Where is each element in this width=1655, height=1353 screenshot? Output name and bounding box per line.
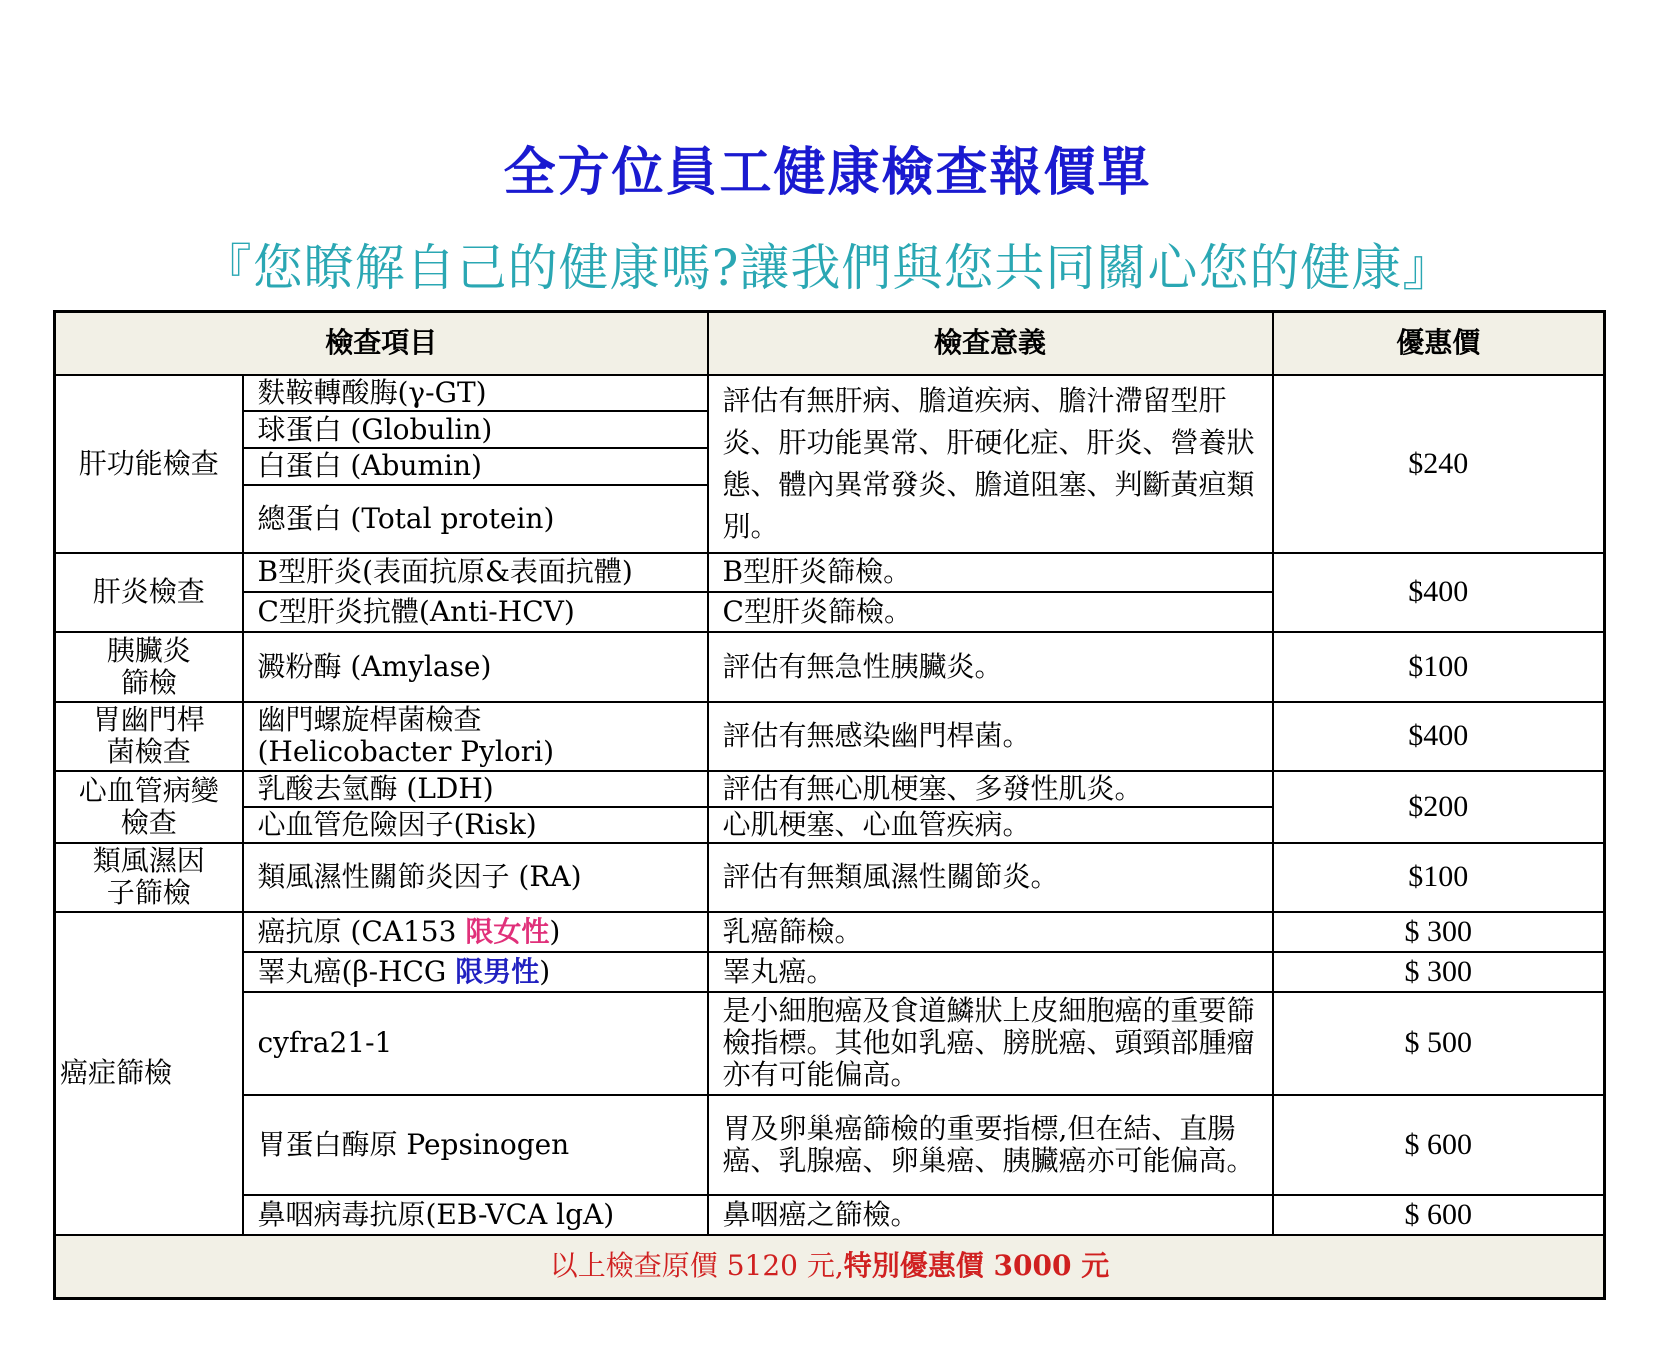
footer-original-price: 以上檢查原價 5120 元,	[549, 1249, 844, 1283]
price-cell: $100	[1273, 843, 1605, 912]
meaning-cell: 乳癌篩檢。	[708, 912, 1273, 952]
item-text: 睪丸癌(β-HCG	[257, 954, 456, 988]
price-cell: $400	[1273, 702, 1605, 771]
item-cell: 心血管危險因子(Risk)	[243, 807, 708, 843]
item-cell: 胃蛋白酶原 Pepsinogen	[243, 1095, 708, 1195]
price-cell: $200	[1273, 771, 1605, 843]
item-cell	[243, 952, 708, 992]
item-line: 幽門螺旋桿菌檢查	[257, 703, 482, 737]
table-row	[55, 553, 1605, 593]
item-cell: 澱粉酶 (Amylase)	[243, 632, 708, 701]
footer-special-price: 特別優惠價 3000 元	[843, 1249, 1110, 1283]
item-cell: 類風濕性關節炎因子 (RA)	[243, 843, 708, 912]
meaning-cell: 胃及卵巢癌篩檢的重要指標,但在結、直腸癌、乳腺癌、卵巢癌、胰臟癌亦可能偏高。	[708, 1095, 1273, 1195]
category-cell: 胃幽門桿菌檢查	[55, 702, 243, 771]
table-row	[55, 375, 1605, 412]
item-text: )	[539, 954, 551, 988]
meaning-cell: 睪丸癌。	[708, 952, 1273, 992]
price-cell: $ 300	[1273, 912, 1605, 952]
price-cell: $ 600	[1273, 1195, 1605, 1235]
meaning-cell: 是小細胞癌及食道鱗狀上皮細胞癌的重要篩檢指標。其他如乳癌、膀胱癌、頭頸部腫瘤亦有可能偏高。	[708, 992, 1273, 1095]
price-cell: $ 500	[1273, 992, 1605, 1095]
item-cell: cyfra21-1	[243, 992, 708, 1095]
category-cell: 類風濕因子篩檢	[55, 843, 243, 912]
category-cell: 肝功能檢查	[55, 375, 243, 553]
item-cell	[243, 702, 708, 771]
meaning-cell: 鼻咽癌之篩檢。	[708, 1195, 1273, 1235]
table-row	[55, 843, 1605, 912]
item-cell: 乳酸去氫酶 (LDH)	[243, 771, 708, 807]
category-cell: 胰臟炎篩檢	[55, 632, 243, 701]
meaning-cell: 評估有無心肌梗塞、多發性肌炎。	[708, 771, 1273, 807]
item-text: 癌抗原 (CA153	[257, 914, 466, 948]
header-item: 檢查項目	[55, 312, 708, 375]
price-cell: $240	[1273, 375, 1605, 553]
item-cell	[243, 912, 708, 952]
page-title: 全方位員工健康檢查報價單	[503, 142, 1152, 203]
price-table	[53, 310, 1606, 1300]
meaning-cell: 評估有無類風濕性關節炎。	[708, 843, 1273, 912]
category-cell: 肝炎檢查	[55, 553, 243, 633]
price-cell: $ 300	[1273, 952, 1605, 992]
price-cell: $100	[1273, 632, 1605, 701]
footer-row	[55, 1235, 1605, 1298]
header-price: 優惠價	[1273, 312, 1605, 375]
item-cell: 白蛋白 (Abumin)	[243, 448, 708, 485]
table-row	[55, 1195, 1605, 1235]
item-cell: B型肝炎(表面抗原&表面抗體)	[243, 553, 708, 593]
category-cell: 癌症篩檢	[55, 912, 243, 1235]
table-row	[55, 771, 1605, 807]
item-cell: 鼻咽病毒抗原(EB-VCA lgA)	[243, 1195, 708, 1235]
female-only-badge: 限女性	[465, 914, 550, 948]
meaning-cell: 評估有無急性胰臟炎。	[708, 632, 1273, 701]
item-cell: C型肝炎抗體(Anti-HCV)	[243, 592, 708, 632]
header-meaning: 檢查意義	[708, 312, 1273, 375]
table-row	[55, 1095, 1605, 1195]
table-row	[55, 912, 1605, 952]
meaning-cell: 評估有無肝病、膽道疾病、膽汁滯留型肝炎、肝功能異常、肝硬化症、肝炎、營養狀態、體內異常發炎、膽道阻塞、判斷黃疸類別。	[708, 375, 1273, 553]
meaning-cell: B型肝炎篩檢。	[708, 553, 1273, 593]
page-subtitle: 『您瞭解自己的健康嗎?讓我們與您共同關心您的健康』	[201, 239, 1454, 297]
meaning-cell: 心肌梗塞、心血管疾病。	[708, 807, 1273, 843]
header-row	[55, 312, 1605, 375]
table-row	[55, 992, 1605, 1095]
item-cell: 總蛋白 (Total protein)	[243, 485, 708, 553]
price-cell: $ 600	[1273, 1095, 1605, 1195]
meaning-cell: C型肝炎篩檢。	[708, 592, 1273, 632]
meaning-cell: 評估有無感染幽門桿菌。	[708, 702, 1273, 771]
item-cell: 球蛋白 (Globulin)	[243, 411, 708, 448]
item-cell: 麩鞍轉酸脢(γ-GT)	[243, 375, 708, 412]
footer-cell	[55, 1235, 1605, 1298]
male-only-badge: 限男性	[455, 954, 540, 988]
category-cell: 心血管病變檢查	[55, 771, 243, 843]
price-cell: $400	[1273, 553, 1605, 633]
table-row	[55, 632, 1605, 701]
table-row	[55, 702, 1605, 771]
table-row	[55, 952, 1605, 992]
item-line: (Helicobacter Pylori)	[257, 735, 555, 769]
item-text: )	[549, 914, 561, 948]
